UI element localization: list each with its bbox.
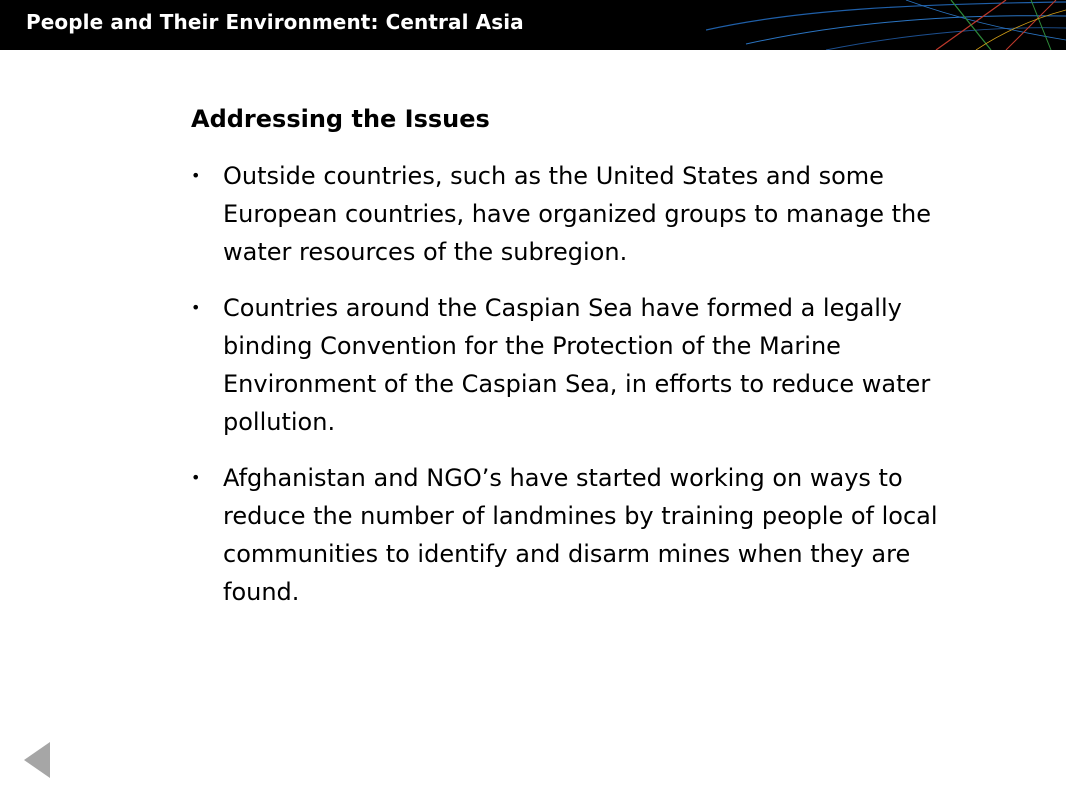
bullet-icon: • (191, 298, 201, 317)
bullet-item (191, 459, 943, 611)
globe-lines-decoration (706, 0, 1066, 50)
header-bar (0, 0, 1066, 50)
bullet-item (191, 157, 943, 271)
bullet-list (191, 157, 971, 611)
bullet-text: Countries around the Caspian Sea have formed a legally binding Convention for the Protection of the Marine Environment of the Caspian Sea, in efforts to reduce water pollution. (223, 294, 931, 436)
triangle-left-icon[interactable] (24, 742, 50, 778)
bullet-icon: • (191, 166, 201, 185)
bullet-text: Outside countries, such as the United States and some European countries, have organized groups to manage the water resources of the subregion. (223, 162, 931, 266)
section-heading: Addressing the Issues (191, 105, 490, 133)
content-area (191, 103, 971, 629)
bullet-icon: • (191, 468, 201, 487)
bullet-item (191, 289, 943, 441)
bullet-text: Afghanistan and NGO’s have started working on ways to reduce the number of landmines by training people of local communities to identify and disarm mines when they are found. (223, 464, 938, 606)
header-title: People and Their Environment: Central Asia (26, 10, 524, 34)
